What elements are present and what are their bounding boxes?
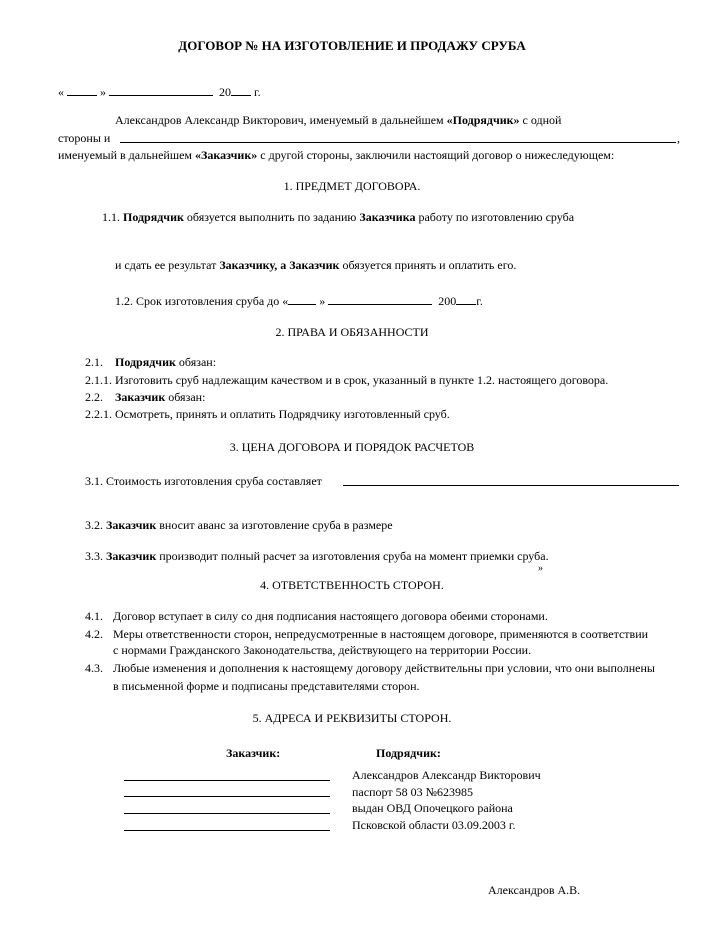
customer-detail-blank-4 [124,830,330,831]
clause-3-2: 3.2. Заказчик вносит аванс за изготовление сруба в размере [85,518,393,532]
price-blank [343,485,679,486]
intro-line-2: стороны и [58,131,111,145]
section-1-heading: 1. ПРЕДМЕТ ДОГОВОРА. [283,179,421,193]
section-2-heading: 2. ПРАВА И ОБЯЗАННОСТИ [275,325,429,339]
customer-detail-blank-1 [124,780,330,781]
document-title: ДОГОВОР № НА ИЗГОТОВЛЕНИЕ И ПРОДАЖУ СРУБА [178,38,526,53]
contractor-region-date: Псковской области 03.09.2003 г. [352,818,516,832]
clause-2-1: 2.1. Подрядчик обязан: [85,355,217,369]
clause-4-1-number: 4.1. [85,609,103,623]
clause-3-3: 3.3. Заказчик производит полный расчет за изготовления сруба на момент приемки сруба. [85,549,549,563]
customer-name-blank [120,142,676,143]
stray-quote-mark: » [538,563,543,574]
clause-2-1-1: 2.1.1. Изготовить сруб надлежащим качеством и в срок, указанный в пункте 1.2. настоящего договора. [85,373,609,387]
contractor-name: Александров Александр Викторович [352,768,541,782]
intro-comma: , [677,131,680,145]
section-4-heading: 4. ОТВЕТСТВЕННОСТЬ СТОРОН. [260,578,444,592]
clause-4-3-line-2: в письменной форме и подписаны представителями сторон. [113,679,420,693]
clause-1-2: 1.2. Срок изготовления сруба до « » 200 г. [115,294,483,308]
clause-4-2-line-2: с нормами Гражданского Законодательства, действующего на территории России. [113,643,532,657]
customer-detail-blank-3 [124,813,330,814]
clause-4-3-number: 4.3. [85,661,103,675]
contractor-label: Подрядчик: [376,746,441,760]
section-3-heading: 3. ЦЕНА ДОГОВОРА И ПОРЯДОК РАСЧЕТОВ [229,440,475,454]
clause-2-2: 2.2. Заказчик обязан: [85,390,206,404]
clause-4-2-line-1: Меры ответственности сторон, непредусмотренные в настоящем договоре, применяются в соответствии [113,627,649,641]
section-5-heading: 5. АДРЕСА И РЕКВИЗИТЫ СТОРОН. [252,711,452,725]
clause-1-1: 1.1. Подрядчик обязуется выполнить по заданию Заказчика работу по изготовлению сруба [102,210,575,224]
clause-4-3-line-1: Любые изменения и дополнения к настоящему договору действительны при условии, что они выполнены [113,661,655,675]
clause-1-1-continued: и сдать ее результат Заказчику, а Заказчик обязуется принять и оплатить его. [115,258,517,272]
clause-2-2-1: 2.2.1. Осмотреть, принять и оплатить Подрядчику изготовленный сруб. [85,407,450,421]
intro-line-3: именуемый в дальнейшем «Заказчик» с другой стороны, заключили настоящий договор о нижеследующем: [58,148,615,162]
contractor-issued-by: выдан ОВД Опочецкого района [352,801,513,815]
clause-3-1: 3.1. Стоимость изготовления сруба составляет [85,474,322,488]
contractor-passport: паспорт 58 03 №623985 [352,785,474,799]
clause-4-1: Договор вступает в силу со дня подписания настоящего договора обеими сторонами. [113,609,548,623]
customer-detail-blank-2 [124,796,330,797]
clause-4-2-number: 4.2. [85,627,103,641]
customer-label: Заказчик: [226,746,281,760]
date-line: « » 20 г. [58,85,261,99]
signature: Александров А.В. [488,883,581,897]
intro-line-1: Александров Александр Викторович, именуемый в дальнейшем «Подрядчик» с одной [115,113,562,127]
